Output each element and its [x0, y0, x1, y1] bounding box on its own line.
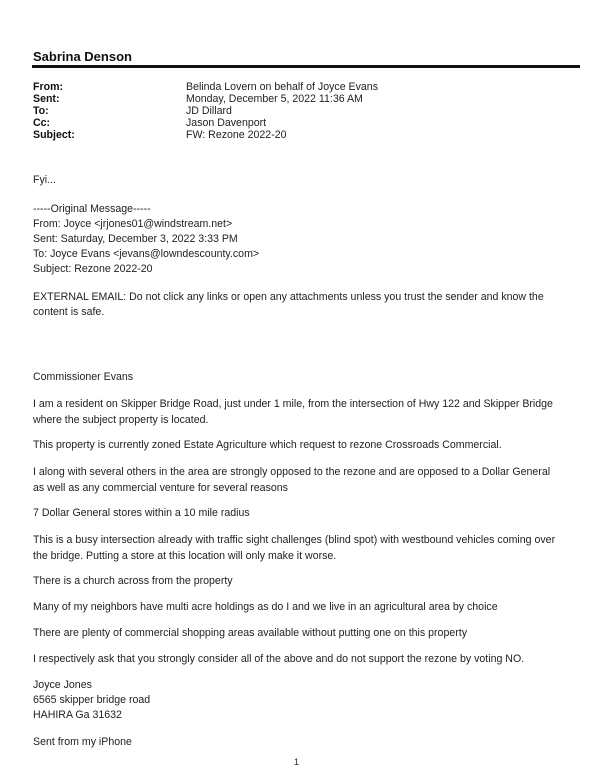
sent-value: Monday, December 5, 2022 11:36 AM [186, 93, 363, 105]
paragraph-5: This is a busy intersection already with traffic sight challenges (blind spot) with westbound vehicles coming over the bridge. Putting a store at this location will only make it worse. [33, 534, 556, 562]
signature-name: Joyce Jones [33, 679, 92, 691]
original-from: From: Joyce <jrjones01@windstream.net> [33, 218, 233, 230]
original-divider: -----Original Message----- [33, 203, 151, 215]
external-email-warning: EXTERNAL EMAIL: Do not click any links or open any attachments unless you trust the sender and know the content is safe. [33, 291, 544, 318]
page-number: 1 [294, 757, 300, 767]
paragraph-7: Many of my neighbors have multi acre holdings as do I and we live in an agricultural area by choice [33, 601, 498, 613]
cc-value: Jason Davenport [186, 117, 267, 129]
cc-label: Cc: [33, 117, 51, 129]
to-label: To: [33, 105, 49, 117]
header-rule [32, 65, 580, 68]
to-value: JD Dillard [186, 105, 232, 117]
subject-label: Subject: [33, 129, 75, 141]
greeting: Commissioner Evans [33, 371, 134, 383]
paragraph-1: I am a resident on Skipper Bridge Road, just under 1 mile, from the intersection of Hwy 122 and Skipper Bridge where the subject property is located. [33, 398, 553, 426]
signature-address-2: HAHIRA Ga 31632 [33, 709, 122, 721]
from-label: From: [33, 81, 64, 93]
original-subject: Subject: Rezone 2022-20 [33, 263, 153, 275]
original-to: To: Joyce Evans <jevans@lowndescounty.com> [33, 248, 260, 260]
paragraph-6: There is a church across from the property [33, 575, 233, 587]
paragraph-8: There are plenty of commercial shopping areas available without putting one on this property [33, 627, 468, 639]
sent-label: Sent: [33, 93, 60, 105]
original-sent: Sent: Saturday, December 3, 2022 3:33 PM [33, 233, 238, 245]
fyi-text: Fyi... [33, 174, 56, 186]
paragraph-4: 7 Dollar General stores within a 10 mile radius [33, 507, 250, 519]
paragraph-2: This property is currently zoned Estate Agriculture which request to rezone Crossroads Commercial. [33, 439, 502, 451]
sent-from-note: Sent from my iPhone [33, 736, 132, 748]
paragraph-3: I along with several others in the area are strongly opposed to the rezone and are opposed to a Dollar General as well as any commercial venture for several reasons [33, 466, 551, 494]
subject-value: FW: Rezone 2022-20 [186, 129, 287, 141]
paragraph-9: I respectively ask that you strongly consider all of the above and do not support the rezone by voting NO. [33, 653, 525, 665]
from-value: Belinda Lovern on behalf of Joyce Evans [186, 81, 378, 93]
signature-address-1: 6565 skipper bridge road [33, 694, 151, 706]
document-owner-name: Sabrina Denson [33, 49, 132, 64]
